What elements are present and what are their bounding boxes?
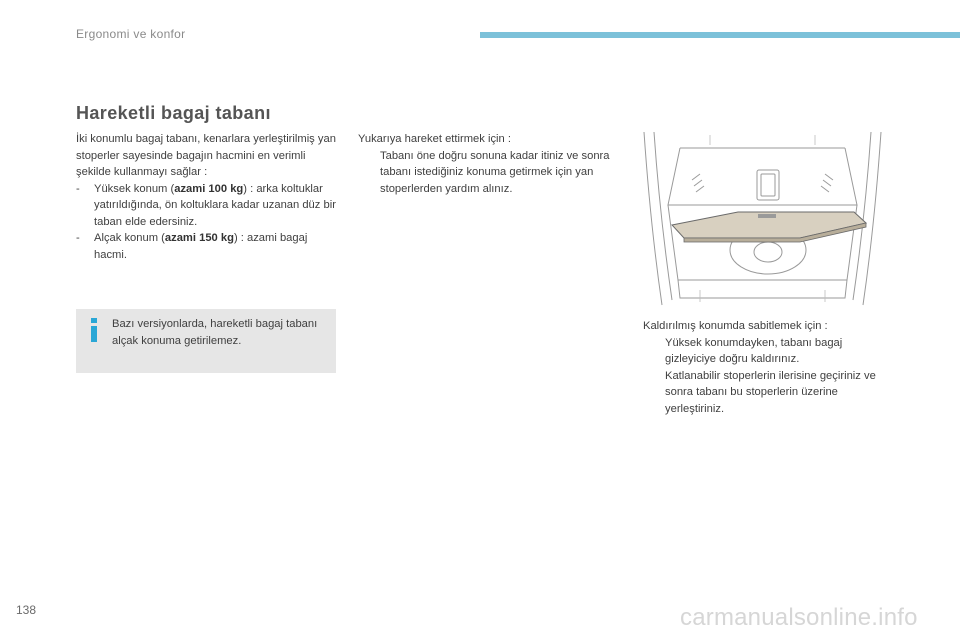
- position-item-high: - Yüksek konum (azami 100 kg) : arka koltuklar yatırıldığında, ön koltuklara kadar uzanan düz bir taban elde edersiniz.: [76, 181, 338, 231]
- intro-paragraph: İki konumlu bagaj tabanı, kenarlara yerleştirilmiş yan stoperler sayesinde bagajın hacmini en verimli şekilde kullanmayı sağlar :: [76, 133, 336, 178]
- fix-heading: Kaldırılmış konumda sabitlemek için :: [643, 320, 828, 332]
- note-text: Bazı versiyonlarda, hareketli bagaj tabanı alçak konuma getirilemez.: [112, 318, 318, 347]
- page-title: Hareketli bagaj tabanı: [76, 103, 271, 123]
- high-load-value: azami 100 kg: [174, 182, 244, 195]
- header-accent-bar: [480, 32, 960, 38]
- fix-step: Yüksek konumdayken, tabanı bagaj gizleyiciye doğru kaldırınız.: [665, 336, 843, 365]
- raise-heading: Yukarıya hareket ettirmek için :: [358, 133, 511, 145]
- raise-column: [358, 131, 616, 197]
- fix-column: [643, 318, 893, 417]
- trunk-floor-illustration: [640, 130, 885, 308]
- fix-step: Katlanabilir stoperlerin ilerisine geçiriniz ve sonra tabanı bu stoperlerin üzerine yerleştiriniz.: [665, 369, 876, 415]
- watermark: carmanualsonline.info: [680, 604, 918, 631]
- section-header: Ergonomi ve konfor: [76, 27, 186, 41]
- fix-steps: [643, 335, 893, 418]
- page-number: 138: [16, 603, 37, 617]
- low-load-value: azami 150 kg: [164, 232, 234, 244]
- position-item-low: - Alçak konum (azami 150 kg) : azami bagaj hacmi.: [76, 230, 338, 263]
- intro-column: [76, 131, 338, 263]
- raise-steps: [358, 148, 616, 198]
- info-icon: [87, 316, 101, 344]
- raise-step: Tabanı öne doğru sonuna kadar itiniz ve sonra tabanı istediğiniz konuma getirmek için yan stoperlerden yardım alınız.: [380, 149, 610, 195]
- positions-list: [76, 181, 338, 264]
- info-note: [76, 309, 336, 373]
